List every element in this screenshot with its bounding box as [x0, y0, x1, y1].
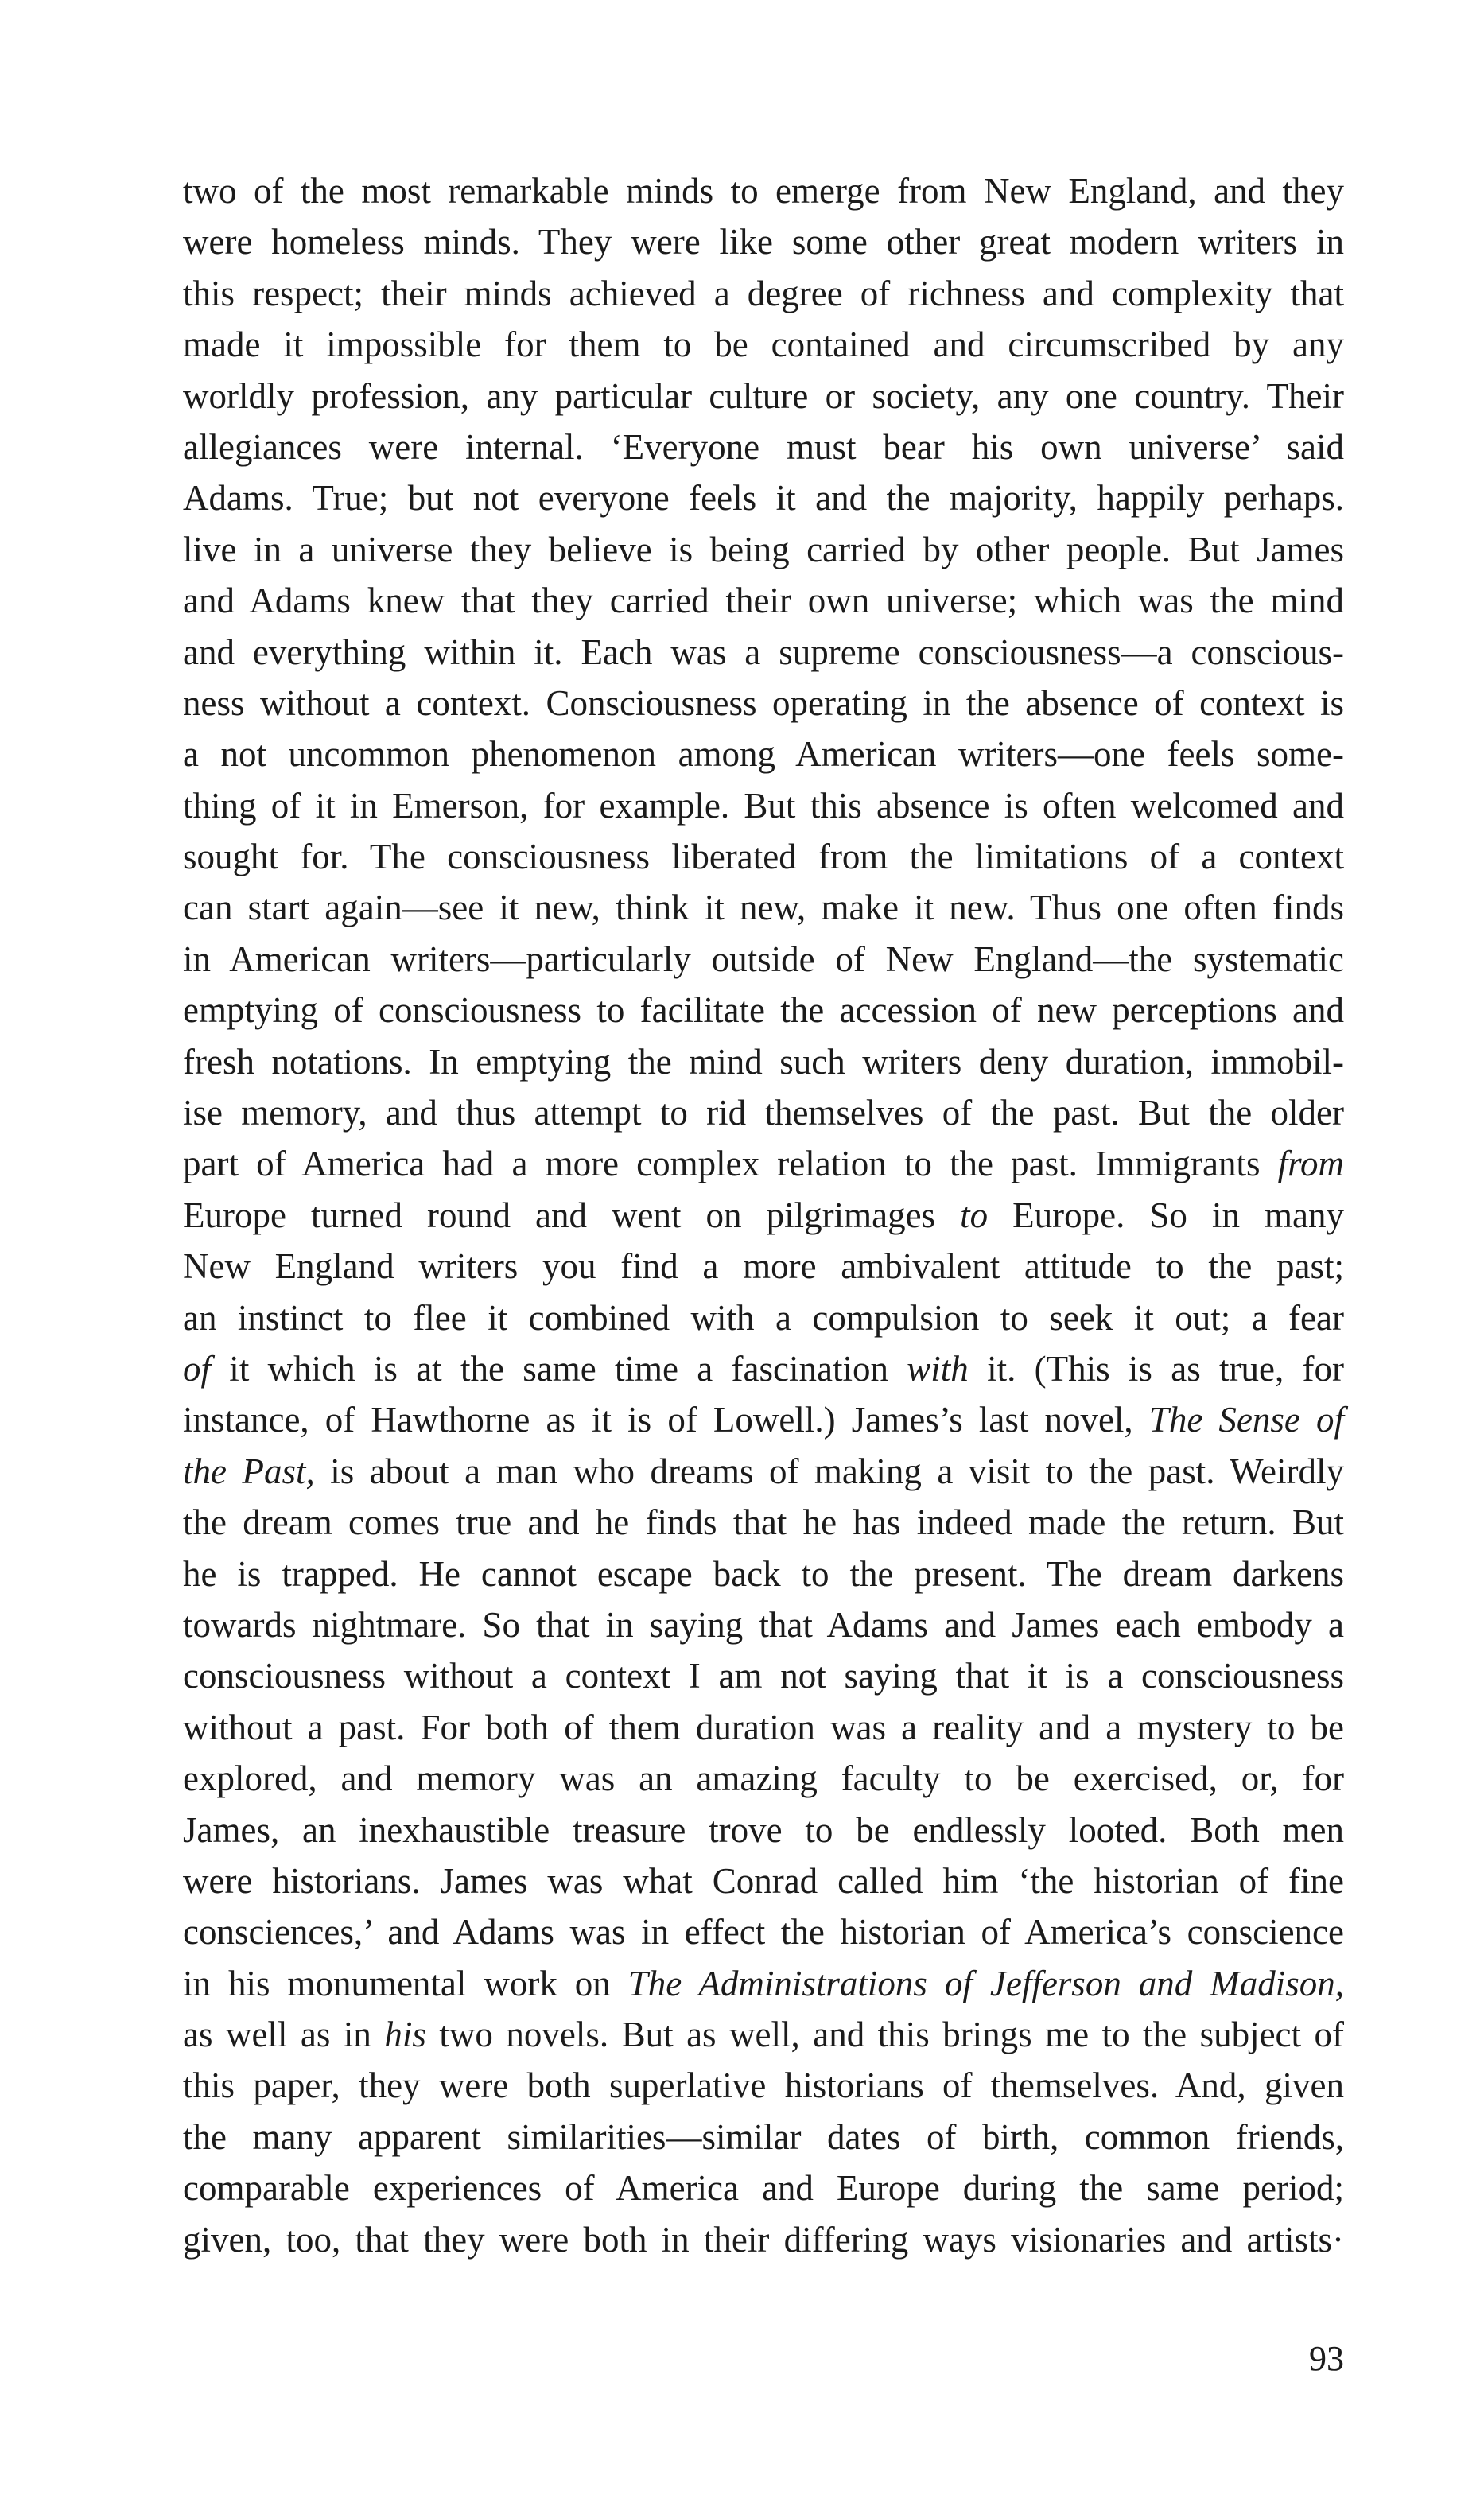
text-line: two of the most remarkable minds to emerge from New England, and they	[183, 171, 1344, 211]
text-line: without a past. For both of them duration was a reality and a mystery to be	[183, 1707, 1344, 1747]
text-line: fresh notations. In emptying the mind such writers deny duration, immobil-	[183, 1041, 1344, 1082]
text-line: consciousness without a context I am not saying that it is a consciousness	[183, 1656, 1344, 1696]
text-line: this paper, they were both superlative historians of themselves. And, given	[183, 2065, 1344, 2106]
text-line: given, too, that they were both in their differing ways visionaries and artists·	[183, 2219, 1344, 2260]
text-line: were historians. James was what Conrad called him ‘the historian of fine	[183, 1860, 1344, 1901]
text-line: made it impossible for them to be contained and circumscribed by any	[183, 324, 1344, 365]
text-line: sought for. The consciousness liberated from the limitations of a context	[183, 837, 1344, 877]
text-line: emptying of consciousness to facilitate the accession of new perceptions and	[183, 990, 1344, 1031]
text-line: Europe turned round and went on pilgrimages to Europe. So in many	[183, 1195, 1345, 1235]
text-line: comparable experiences of America and Europe during the same period;	[183, 2168, 1344, 2209]
italic-text: from	[1277, 1144, 1344, 1184]
text-line: a not uncommon phenomenon among American writers—one feels some-	[183, 734, 1344, 775]
text-line: and Adams knew that they carried their own universe; which was the mind	[183, 581, 1344, 621]
text-line: live in a universe they believe is being carried by other people. But James	[183, 529, 1344, 569]
text-line: the dream comes true and he finds that he has indeed made the return. But	[183, 1502, 1344, 1543]
text-line: of it which is at the same time a fascination with it. (This is as true, for	[183, 1348, 1344, 1389]
italic-text: the Past,	[183, 1451, 315, 1491]
text-line: in American writers—particularly outside of New England—the systematic	[183, 938, 1344, 979]
text-line: allegiances were internal. ‘Everyone must bear his own universe’ said	[183, 426, 1344, 467]
text-line: this respect; their minds achieved a degree of richness and complexity that	[183, 273, 1344, 313]
italic-text: The Sense of	[1148, 1400, 1344, 1440]
text-line: New England writers you find a more ambivalent attitude to the past;	[183, 1246, 1344, 1287]
text-line: as well as in his two novels. But as well, and this brings me to the subject of	[183, 2015, 1344, 2055]
text-line: instance, of Hawthorne as it is of Lowell.) James’s last novel, The Sense of	[183, 1400, 1344, 1440]
italic-text: The Administrations of Jefferson and Madison,	[627, 1963, 1344, 2003]
text-line: in his monumental work on The Administrations of Jefferson and Madison,	[183, 1963, 1344, 2003]
text-line: the many apparent similarities—similar dates of birth, common friends,	[183, 2116, 1344, 2157]
page-number: 93	[1309, 2339, 1344, 2378]
text-line: and everything within it. Each was a supreme consciousness—a conscious-	[183, 631, 1344, 672]
italic-text: with	[907, 1348, 969, 1389]
text-line: the Past, is about a man who dreams of making a visit to the past. Weirdly	[183, 1451, 1345, 1491]
text-line: were homeless minds. They were like some other great modern writers in	[183, 222, 1344, 262]
text-line: Adams. True; but not everyone feels it and the majority, happily perhaps.	[183, 478, 1344, 519]
text-line: towards nightmare. So that in saying that Adams and James each embody a	[183, 1604, 1344, 1645]
italic-text: to	[960, 1195, 989, 1235]
text-line: ise memory, and thus attempt to rid themselves of the past. But the older	[183, 1093, 1344, 1133]
text-line: he is trapped. He cannot escape back to the present. The dream darkens	[183, 1553, 1344, 1594]
text-line: part of America had a more complex relation to the past. Immigrants from	[183, 1144, 1344, 1184]
text-line: can start again—see it new, think it new, make it new. Thus one often finds	[183, 888, 1344, 928]
italic-text: of	[183, 1348, 212, 1389]
text-line: James, an inexhaustible treasure trove to be endlessly looted. Both men	[183, 1809, 1344, 1850]
text-line: thing of it in Emerson, for example. But this absence is often welcomed and	[183, 785, 1344, 826]
text-line: worldly profession, any particular culture or society, any one country. Their	[183, 375, 1344, 416]
text-line: an instinct to flee it combined with a compulsion to seek it out; a fear	[183, 1297, 1344, 1338]
text-line: consciences,’ and Adams was in effect the historian of America’s conscience	[183, 1912, 1344, 1953]
body-text	[183, 165, 1344, 2265]
text-line: explored, and memory was an amazing faculty to be exercised, or, for	[183, 1758, 1344, 1799]
text-line: ness without a context. Consciousness operating in the absence of context is	[183, 682, 1344, 723]
italic-text: his	[384, 2015, 426, 2055]
